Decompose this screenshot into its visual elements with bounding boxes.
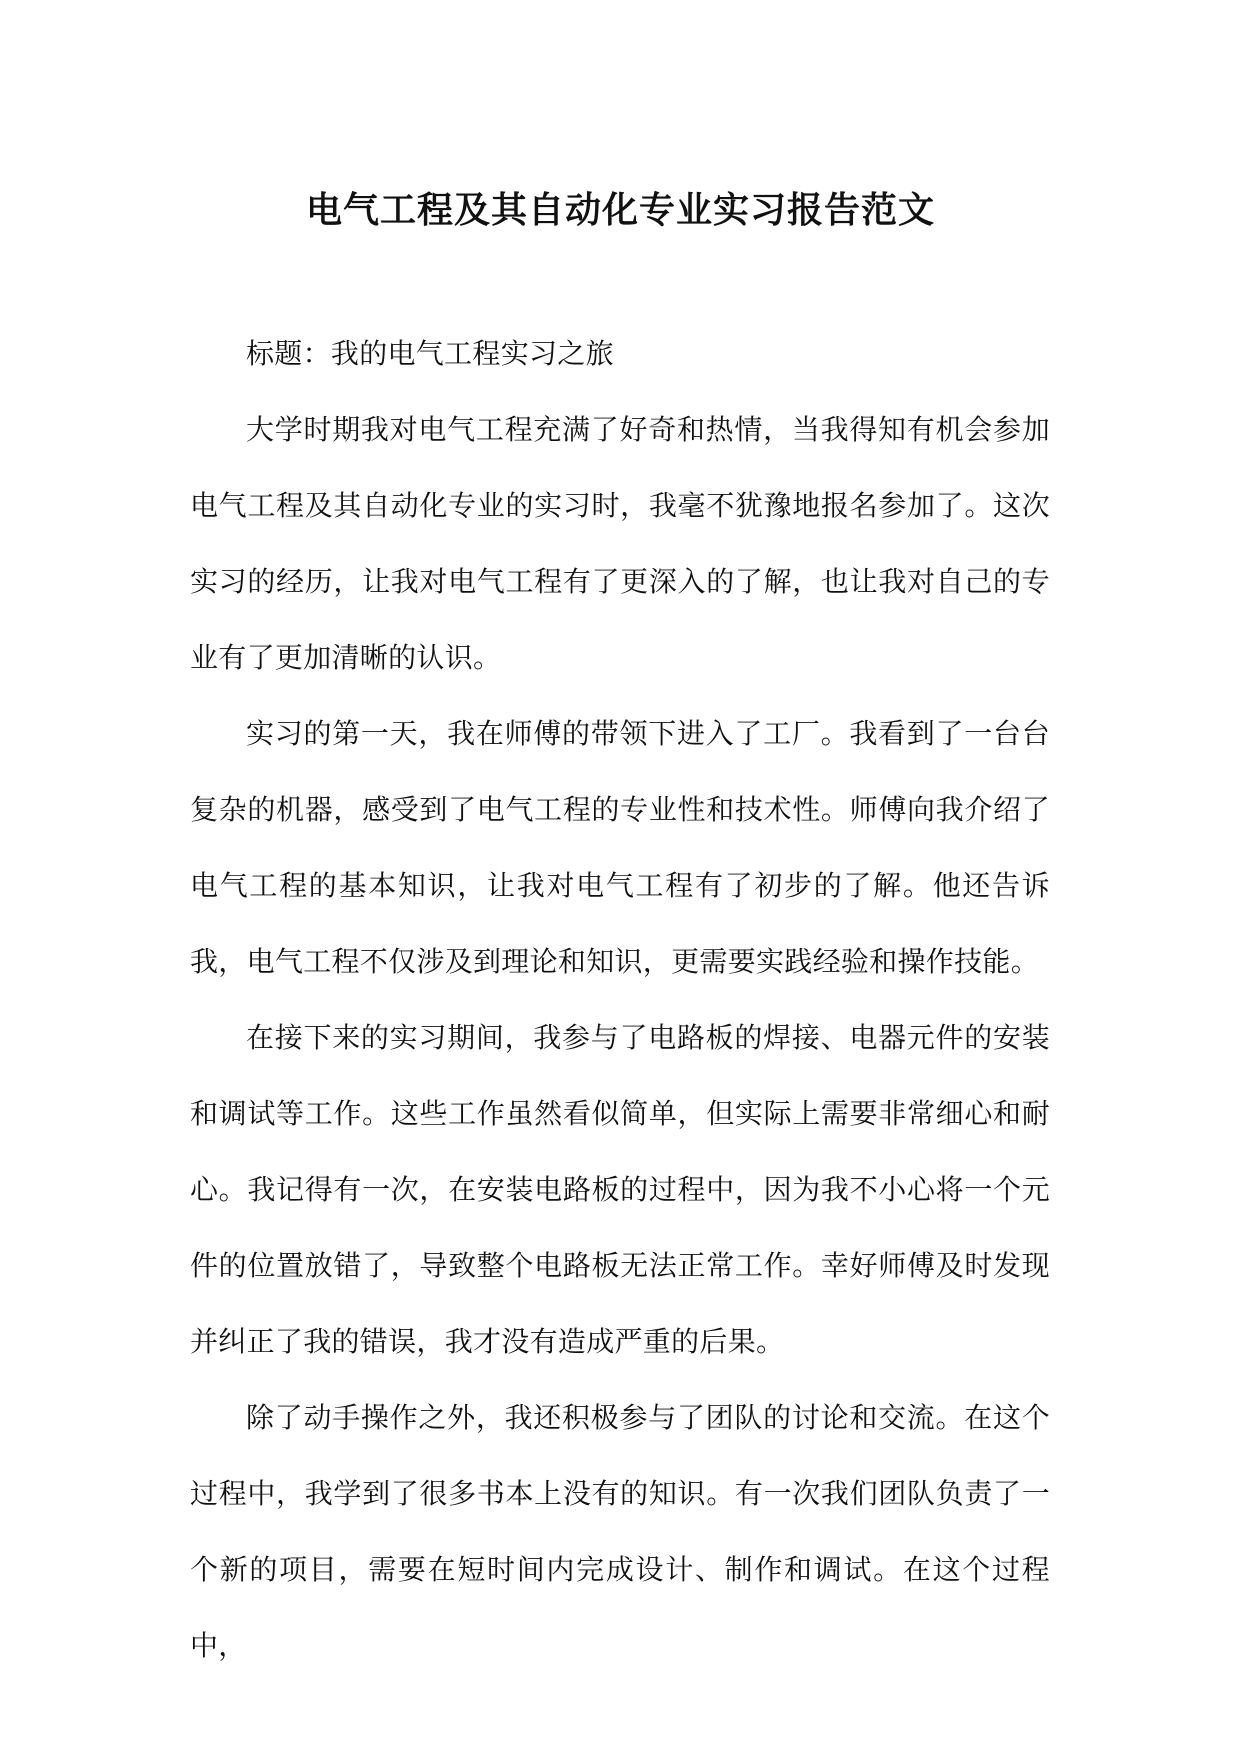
document-body bbox=[190, 316, 1050, 1684]
paragraph-3: 在接下来的实习期间，我参与了电路板的焊接、电器元件的安装和调试等工作。这些工作虽然看似简单，但实际上需要非常细心和耐心。我记得有一次，在安装电路板的过程中，因为我不小心将一个元件的位置放错了，导致整个电路板无法正常工作。幸好师傅及时发现并纠正了我的错误，我才没有造成严重的后果。 bbox=[190, 1021, 1050, 1358]
paragraph-1: 大学时期我对电气工程充满了好奇和热情，当我得知有机会参加电气工程及其自动化专业的实习时，我毫不犹豫地报名参加了。这次实习的经历，让我对电气工程有了更深入的了解，也让我对自己的专业有了更加清晰的认识。 bbox=[190, 413, 1050, 674]
paragraph-2: 实习的第一天，我在师傅的带领下进入了工厂。我看到了一台台复杂的机器，感受到了电气工程的专业性和技术性。师傅向我介绍了电气工程的基本知识，让我对电气工程有了初步的了解。他还告诉我，电气工程不仅涉及到理论和知识，更需要实践经验和操作技能。 bbox=[190, 717, 1050, 978]
subtitle-line: 标题：我的电气工程实习之旅 bbox=[246, 337, 614, 370]
paragraph-4: 除了动手操作之外，我还积极参与了团队的讨论和交流。在这个过程中，我学到了很多书本上没有的知识。有一次我们团队负责了一个新的项目，需要在短时间内完成设计、制作和调试。在这个过程中， bbox=[190, 1401, 1050, 1662]
document-title: 电气工程及其自动化专业实习报告范文 bbox=[305, 189, 935, 231]
